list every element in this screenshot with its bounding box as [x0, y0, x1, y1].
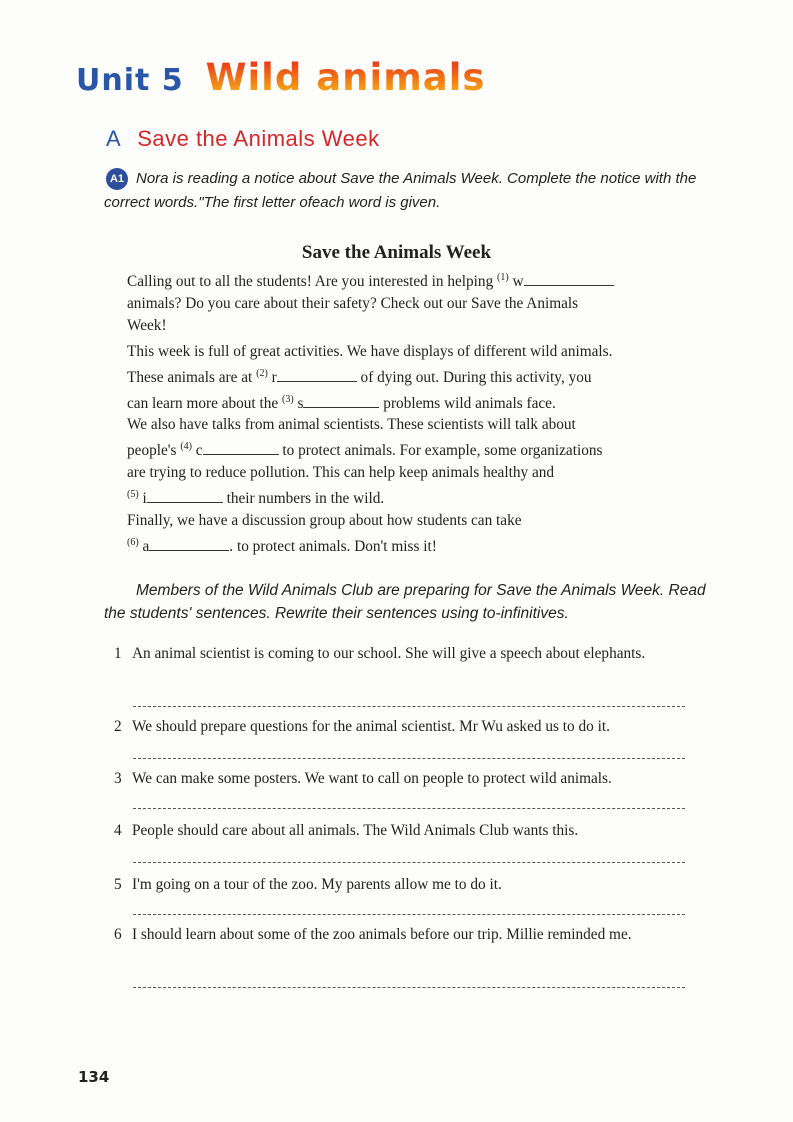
text: s — [293, 395, 304, 413]
section-title: Save the Animals Week — [137, 126, 380, 151]
text: i — [138, 490, 147, 508]
question-text: An animal scientist is coming to our school. She will give a speech about elephants. — [132, 645, 646, 662]
text: a — [138, 538, 150, 556]
question-number: 4 — [114, 822, 122, 839]
question-text: I should learn about some of the zoo animals before our trip. Millie reminded me. — [132, 926, 632, 943]
text: are trying to reduce pollution. This can help keep animals healthy and — [127, 464, 555, 482]
question-number: 6 — [114, 926, 122, 943]
page-number: 134 — [78, 1068, 110, 1086]
blank-1[interactable] — [524, 271, 614, 286]
notice-paragraph-1 — [127, 267, 687, 337]
answer-line-6[interactable] — [133, 987, 685, 988]
blank-2[interactable] — [277, 367, 357, 382]
question-number: 5 — [114, 876, 122, 893]
text: their numbers in the wild. — [222, 490, 385, 508]
question-number: 2 — [114, 718, 122, 735]
blank-number: (6) — [127, 537, 139, 548]
question-1 — [114, 643, 694, 665]
question-text: We should prepare questions for the animal scientist. Mr Wu asked us to do it. — [132, 718, 610, 735]
answer-line-4[interactable] — [133, 862, 685, 863]
text: r — [267, 369, 277, 387]
text: of dying out. During this activity, you — [356, 369, 592, 387]
notice-paragraph-2 — [127, 341, 687, 415]
text: problems wild animals face. — [379, 395, 556, 413]
blank-3[interactable] — [303, 393, 379, 408]
blank-number: (3) — [282, 394, 294, 406]
blank-6[interactable] — [149, 536, 229, 551]
unit-title: Wild animals — [205, 56, 486, 99]
answer-line-2[interactable] — [133, 758, 685, 759]
text: . to protect animals. Don't miss it! — [229, 538, 437, 556]
question-text: People should care about all animals. The Wild Animals Club wants this. — [132, 822, 579, 839]
text: This week is full of great activities. We have displays of different wild animals. — [127, 343, 613, 360]
blank-number: (2) — [256, 368, 268, 379]
question-number: 3 — [114, 770, 122, 787]
text: We also have talks from animal scientists. These scientists will talk about — [127, 416, 576, 433]
text: Finally, we have a discussion group about how students can take — [127, 512, 522, 529]
notice-title: Save the Animals Week — [301, 242, 492, 263]
text: Week! — [127, 317, 167, 335]
blank-number: (1) — [497, 272, 509, 283]
question-3 — [114, 768, 694, 790]
blank-number: (4) — [180, 441, 192, 452]
blank-number: (5) — [127, 489, 139, 501]
text: c — [191, 442, 203, 460]
section-heading — [106, 126, 380, 152]
blank-4[interactable] — [203, 440, 279, 455]
text: These animals are at — [127, 369, 257, 387]
text: to protect animals. For example, some organizations — [278, 442, 603, 460]
a1-badge: A1 — [106, 168, 128, 190]
question-text: I'm going on a tour of the zoo. My parents allow me to do it. — [132, 876, 502, 893]
answer-line-3[interactable] — [133, 808, 685, 809]
question-2 — [114, 716, 694, 738]
notice-paragraph-4 — [127, 510, 687, 558]
question-5 — [114, 874, 694, 896]
text: people's — [127, 442, 181, 460]
answer-line-1[interactable] — [133, 706, 685, 707]
text: w — [508, 273, 524, 291]
question-number: 1 — [114, 645, 122, 662]
section-letter: A — [106, 126, 122, 151]
question-4 — [114, 820, 694, 842]
a1-instruction-line2: correct words."The first letter ofeach word is given. — [104, 194, 441, 211]
unit-heading — [76, 56, 485, 99]
text: animals? Do you care about their safety? Check out our Save the Animals — [127, 295, 579, 313]
a1-instruction-line1: Nora is reading a notice about Save the Animals Week. Complete the notice with the — [136, 170, 697, 187]
part2-instruction-line1: Members of the Wild Animals Club are preparing for Save the Animals Week. Read — [136, 582, 706, 599]
text: can learn more about the — [127, 395, 283, 413]
question-6 — [114, 924, 694, 946]
answer-line-5[interactable] — [133, 914, 685, 915]
blank-5[interactable] — [147, 488, 223, 503]
unit-label: Unit 5 — [76, 63, 184, 98]
part2-instruction-line2: the students' sentences. Rewrite their sentences using to-infinitives. — [104, 605, 569, 622]
text: Calling out to all the students! Are you interested in helping — [127, 273, 498, 291]
question-text: We can make some posters. We want to call on people to protect wild animals. — [132, 770, 612, 787]
notice-paragraph-3 — [127, 414, 687, 510]
a1-instruction — [106, 168, 766, 190]
